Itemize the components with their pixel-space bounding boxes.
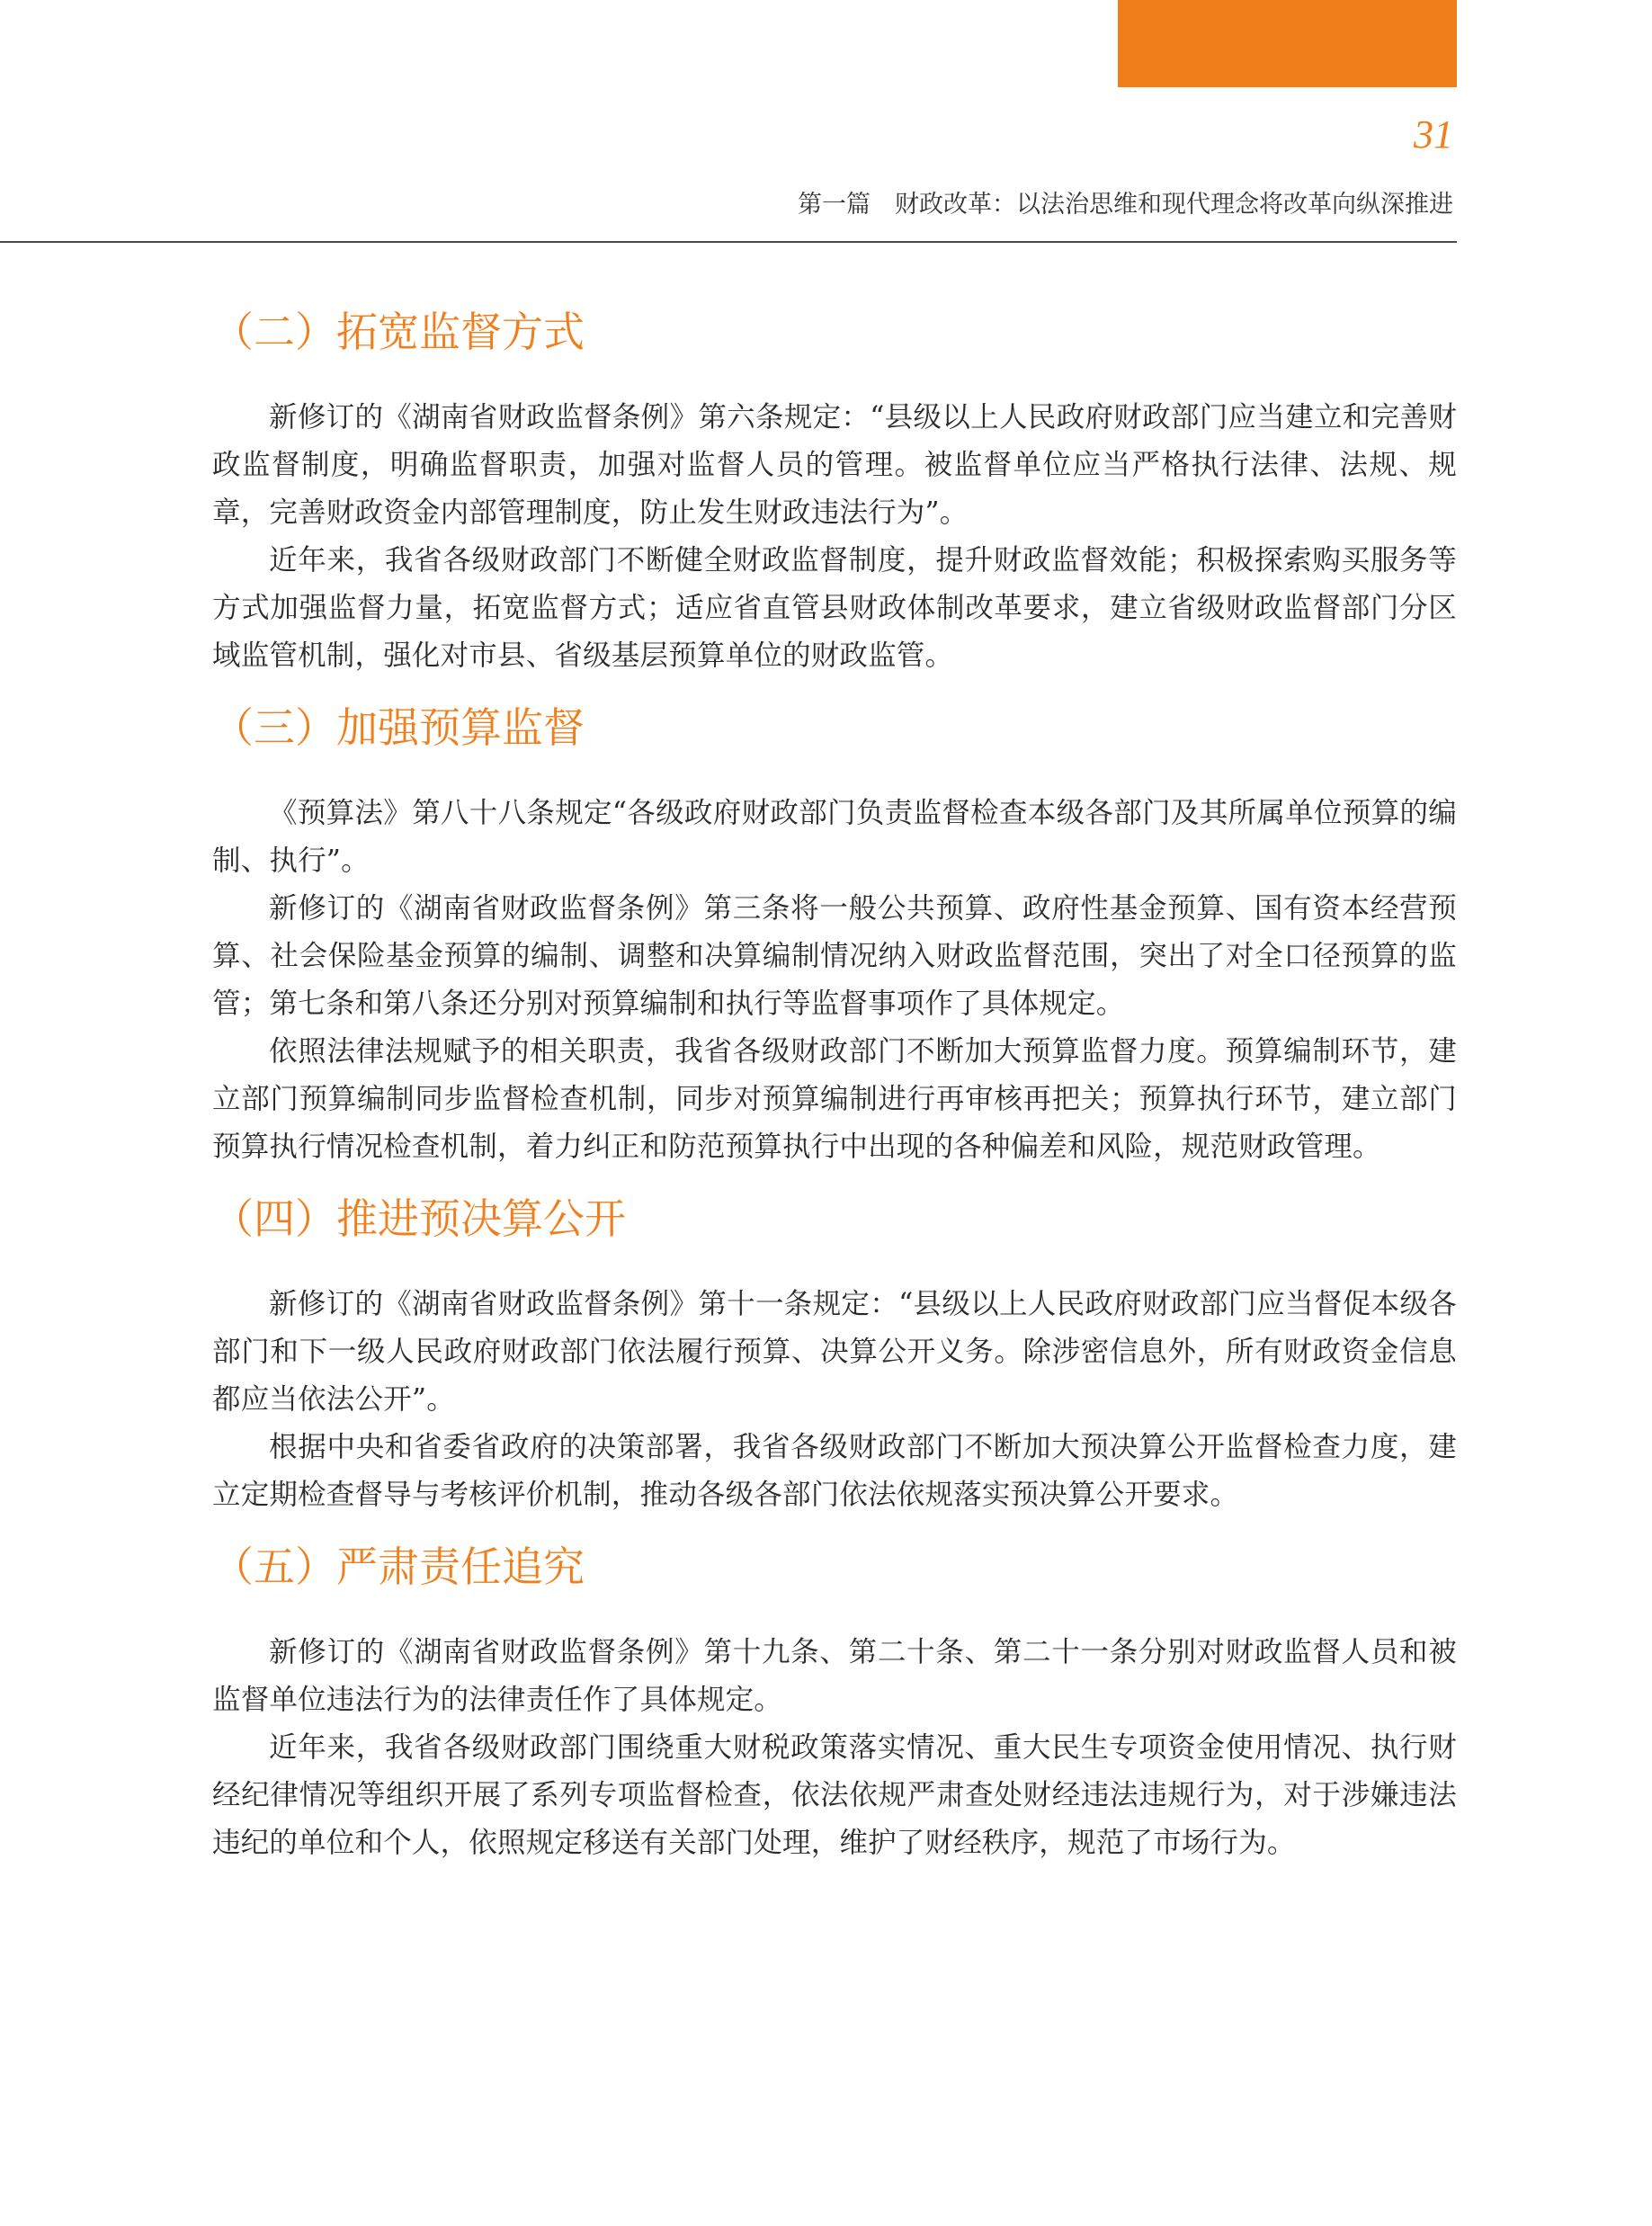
section-heading: （五）严肃责任追究 bbox=[212, 1542, 585, 1591]
section-accountability bbox=[212, 1528, 1457, 1867]
paragraph: 根据中央和省委省政府的决策部署，我省各级财政部门不断加大预决算公开监督检查力度，建立定期检查督导与考核评价机制，推动各级各部门依法依规落实预决算公开要求。 bbox=[212, 1431, 1457, 1511]
paragraph: 近年来，我省各级财政部门不断健全财政监督制度，提升财政监督效能；积极探索购买服务等方式加强监督力量，拓宽监督方式；适应省直管县财政体制改革要求，建立省级财政监督部门分区域监管机制，强化对市县、省级基层预算单位的财政监管。 bbox=[212, 544, 1457, 672]
section-heading: （四）推进预决算公开 bbox=[212, 1194, 626, 1243]
section-broaden-supervision bbox=[212, 293, 1457, 680]
chapter-tab-block bbox=[1118, 0, 1457, 87]
paragraph: 新修订的《湖南省财政监督条例》第六条规定：“县级以上人民政府财政部门应当建立和完善财政监督制度，明确监督职责，加强对监督人员的管理。被监督单位应当严格执行法律、法规、规章，完善财政资金内部管理制度，防止发生财政违法行为”。 bbox=[212, 401, 1457, 529]
page-number: 31 bbox=[1414, 112, 1453, 156]
paragraph: 新修订的《湖南省财政监督条例》第三条将一般公共预算、政府性基金预算、国有资本经营预算、社会保险基金预算的编制、调整和决算编制情况纳入财政监督范围，突出了对全口径预算的监管；第七条和第八条还分别对预算编制和执行等监督事项作了具体规定。 bbox=[212, 892, 1457, 1020]
paragraph: 新修订的《湖南省财政监督条例》第十一条规定：“县级以上人民政府财政部门应当督促本级各部门和下一级人民政府财政部门依法履行预算、决算公开义务。除涉密信息外，所有财政资金信息都应当依法公开”。 bbox=[212, 1288, 1457, 1416]
paragraph: 近年来，我省各级财政部门围绕重大财税政策落实情况、重大民生专项资金使用情况、执行财经纪律情况等组织开展了系列专项监督检查，依法依规严肃查处财经违法违规行为，对于涉嫌违法违纪的单位和个人，依照规定移送有关部门处理，维护了财经秩序，规范了市场行为。 bbox=[212, 1731, 1457, 1859]
section-heading: （二）拓宽监督方式 bbox=[212, 308, 585, 356]
section-budget-supervision bbox=[212, 689, 1457, 1171]
paragraph: 依照法律法规赋予的相关职责，我省各级财政部门不断加大预算监督力度。预算编制环节，建立部门预算编制同步监督检查机制，同步对预算编制进行再审核再把关；预算执行环节，建立部门预算执行情况检查机制，着力纠正和防范预算执行中出现的各种偏差和风险，规范财政管理。 bbox=[212, 1035, 1457, 1163]
page-body bbox=[212, 293, 1457, 1876]
header-rule bbox=[0, 241, 1457, 243]
section-heading: （三）加强预算监督 bbox=[212, 703, 585, 752]
paragraph: 《预算法》第八十八条规定“各级政府财政部门负责监督检查本级各部门及其所属单位预算的编制、执行”。 bbox=[212, 797, 1457, 877]
section-budget-disclosure bbox=[212, 1180, 1457, 1519]
running-header: 第一篇 财政改革：以法治思维和现代理念将改革向纵深推进 bbox=[798, 191, 1453, 219]
paragraph: 新修订的《湖南省财政监督条例》第十九条、第二十条、第二十一条分别对财政监督人员和被监督单位违法行为的法律责任作了具体规定。 bbox=[212, 1636, 1457, 1716]
